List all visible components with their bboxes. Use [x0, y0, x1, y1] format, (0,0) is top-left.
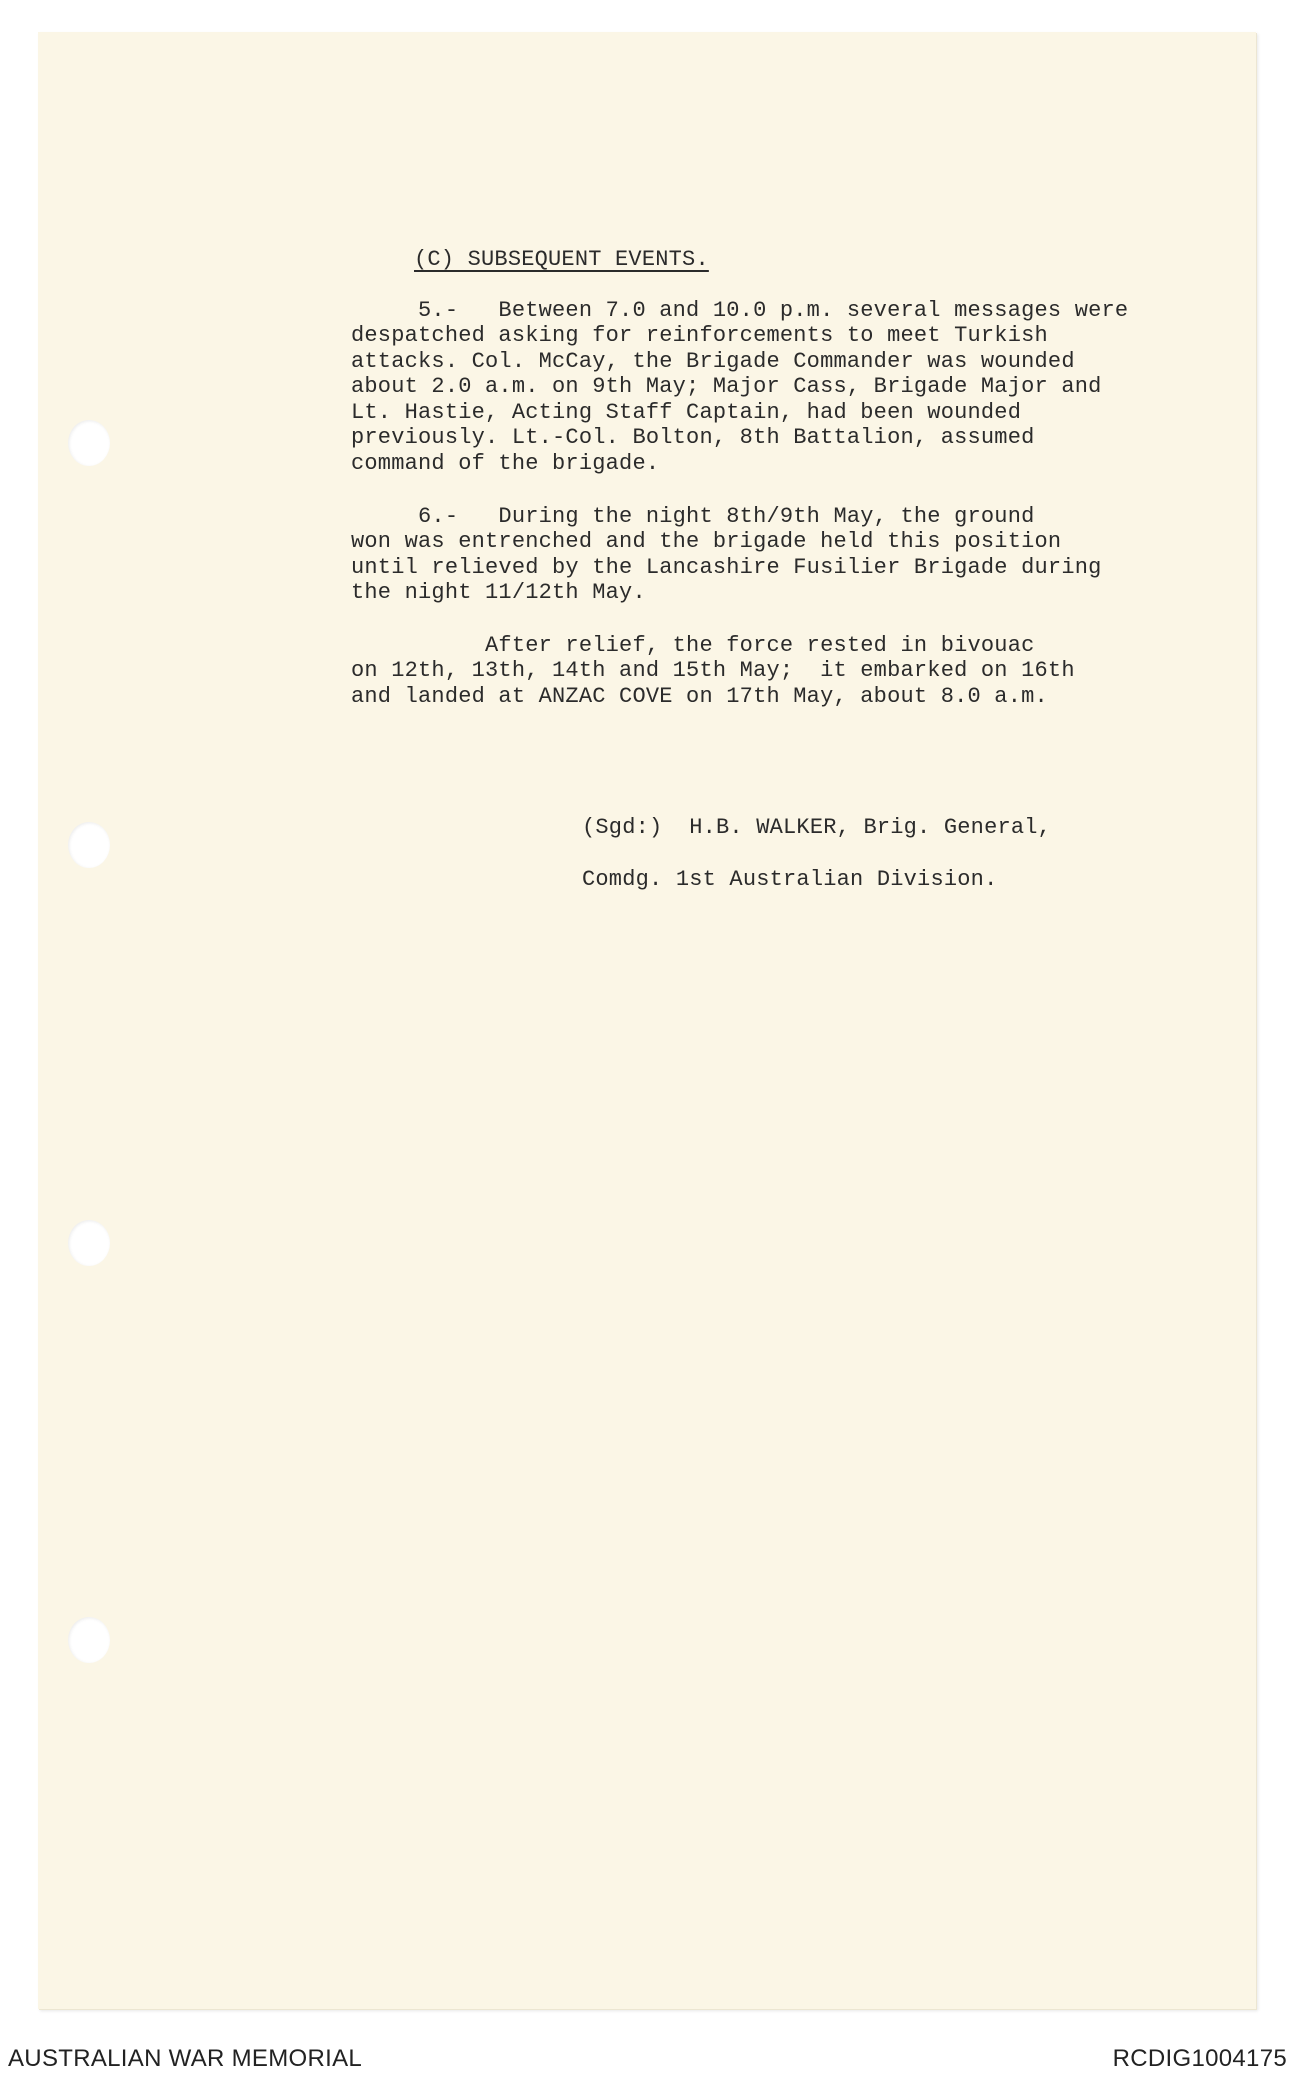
paragraph-line: despatched asking for reinforcements to meet Turkish: [351, 323, 1048, 348]
punch-hole: [68, 822, 110, 868]
paragraph-line: 5.- Between 7.0 and 10.0 p.m. several messages were: [351, 298, 1129, 323]
paragraph-line: previously. Lt.-Col. Bolton, 8th Battalion, assumed: [351, 425, 1035, 450]
signature-line: (Sgd:) H.B. WALKER, Brig. General,: [582, 815, 1052, 840]
paragraph-line: about 2.0 a.m. on 9th May; Major Cass, Brigade Major and: [351, 374, 1102, 399]
paragraph-line: the night 11/12th May.: [351, 580, 646, 605]
document-page: [38, 32, 1256, 2009]
paragraph-line: Lt. Hastie, Acting Staff Captain, had been wounded: [351, 400, 1022, 425]
paragraph-line: won was entrenched and the brigade held this position: [351, 529, 1062, 554]
punch-hole: [68, 1220, 110, 1266]
signature-title: Comdg. 1st Australian Division.: [582, 867, 998, 892]
section-heading: (C) SUBSEQUENT EVENTS.: [414, 247, 709, 272]
paragraph-line: After relief, the force rested in bivouac: [351, 633, 1035, 658]
paragraph-line: until relieved by the Lancashire Fusilier Brigade during: [351, 555, 1102, 580]
paragraph-line: on 12th, 13th, 14th and 15th May; it embarked on 16th: [351, 658, 1075, 683]
punch-hole: [68, 420, 110, 466]
paragraph-line: and landed at ANZAC COVE on 17th May, about 8.0 a.m.: [351, 684, 1048, 709]
paragraph-line: 6.- During the night 8th/9th May, the ground: [351, 504, 1035, 529]
archive-id: RCDIG1004175: [1112, 2045, 1287, 2072]
archive-label: AUSTRALIAN WAR MEMORIAL: [8, 2045, 363, 2072]
punch-hole: [68, 1617, 110, 1663]
paragraph-line: attacks. Col. McCay, the Brigade Commander was wounded: [351, 349, 1075, 374]
paragraph-line: command of the brigade.: [351, 451, 660, 476]
